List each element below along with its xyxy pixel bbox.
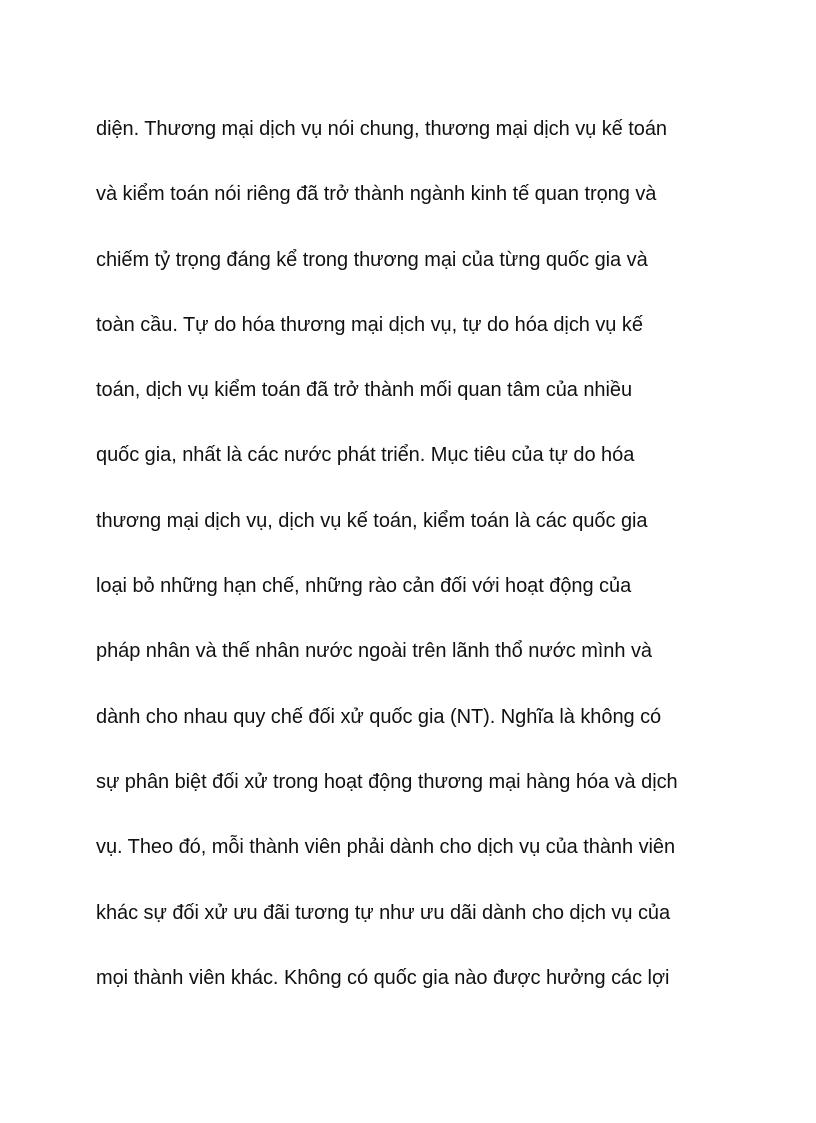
text-line-14: mọi thành viên khác. Không có quốc gia nào được hưởng các lợi <box>96 966 670 989</box>
text-line-9: pháp nhân và thế nhân nước ngoài trên lãnh thổ nước mình và <box>96 640 652 663</box>
text-line-3: chiếm tỷ trọng đáng kể trong thương mại của từng quốc gia và <box>96 248 648 271</box>
text-line-12: vụ. Theo đó, mỗi thành viên phải dành cho dịch vụ của thành viên <box>96 836 676 859</box>
text-line-1: diện. Thương mại dịch vụ nói chung, thương mại dịch vụ kế toán <box>96 118 667 140</box>
text-line-10: dành cho nhau quy chế đối xử quốc gia (NT). Nghĩa là không có <box>96 705 662 728</box>
text-line-6: quốc gia, nhất là các nước phát triển. Mục tiêu của tự do hóa <box>96 444 635 467</box>
text-line-7: thương mại dịch vụ, dịch vụ kế toán, kiểm toán là các quốc gia <box>96 509 648 532</box>
text-line-5: toán, dịch vụ kiểm toán đã trở thành mối quan tâm của nhiều <box>96 379 633 402</box>
text-line-13: khác sự đối xử ưu đãi tương tự như ưu dãi dành cho dịch vụ của <box>96 901 671 924</box>
text-line-8: loại bỏ những hạn chế, những rào cản đối với hoạt động của <box>96 575 632 598</box>
text-line-4: toàn cầu. Tự do hóa thương mại dịch vụ, tự do hóa dịch vụ kế <box>96 313 643 336</box>
body-paragraph <box>96 97 736 1011</box>
text-line-11: sự phân biệt đối xử trong hoạt động thương mại hàng hóa và dịch <box>96 770 678 793</box>
text-line-2: và kiểm toán nói riêng đã trở thành ngành kinh tế quan trọng và <box>96 183 657 206</box>
